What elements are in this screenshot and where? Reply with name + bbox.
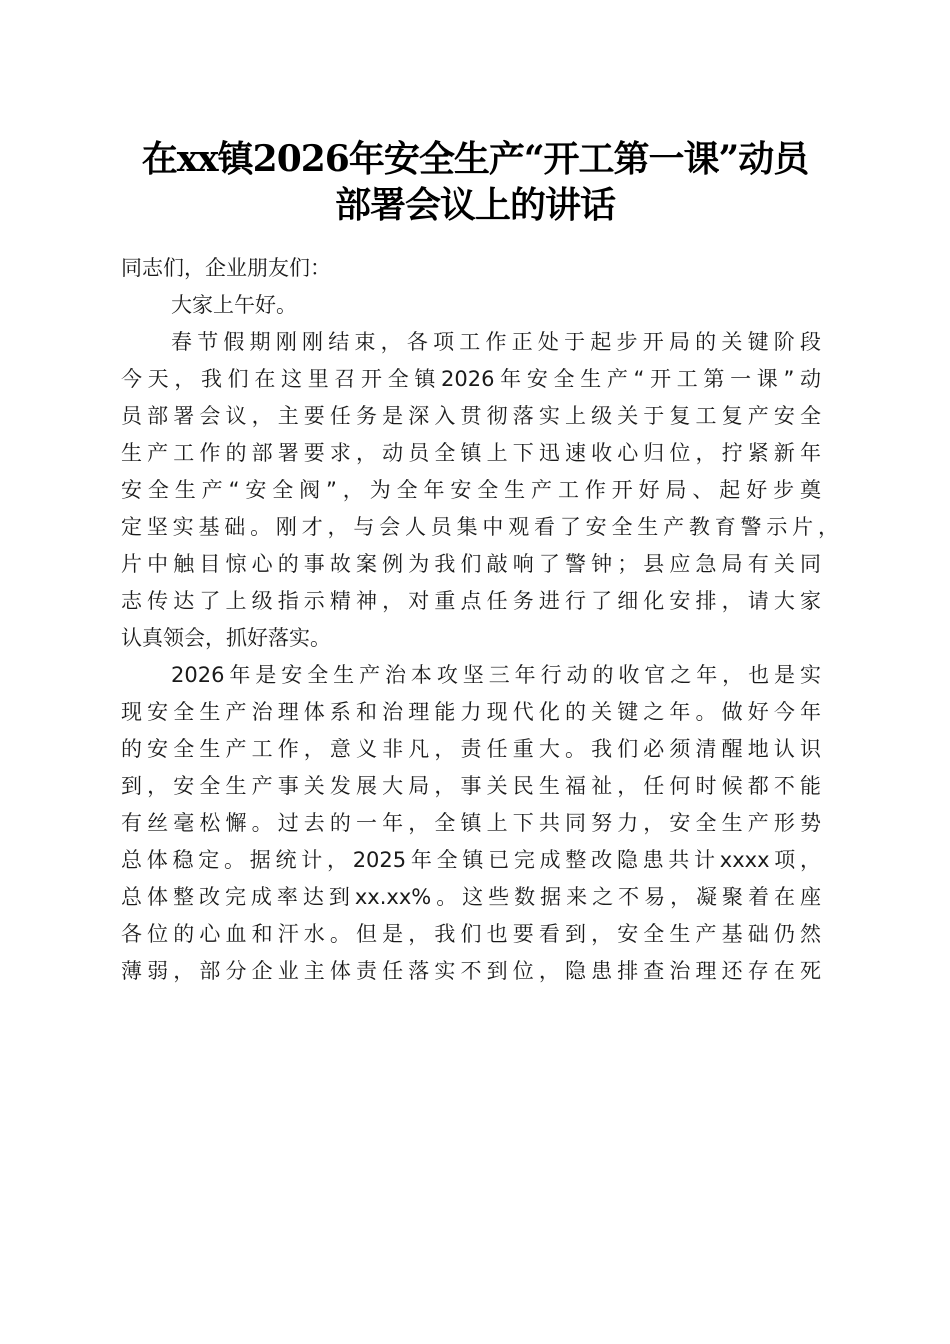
paragraph-1-line-5: 安全生产“安全阀”，为全年安全生产工作开好局、起好步奠: [121, 478, 821, 502]
salutation: 同志们，企业朋友们：: [121, 256, 331, 280]
paragraph-2-line-3: 的安全生产工作，意义非凡，责任重大。我们必须清醒地认识: [121, 737, 821, 761]
paragraph-1-line-7: 片中触目惊心的事故案例为我们敲响了警钟；县应急局有关同: [121, 552, 821, 576]
paragraph-2-line-7: 总体整改完成率达到xx.xx%。这些数据来之不易，凝聚着在座: [121, 885, 821, 909]
paragraph-1-line-1: 春节假期刚刚结束，各项工作正处于起步开局的关键阶段: [171, 330, 821, 354]
paragraph-2-line-4: 到，安全生产事关发展大局，事关民生福祉，任何时候都不能: [121, 774, 821, 798]
paragraph-2-line-9: 薄弱，部分企业主体责任落实不到位，隐患排查治理还存在死: [121, 959, 821, 983]
document-title-line-1: 在xx镇2026年安全生产“开工第一课”动员: [141, 138, 809, 180]
paragraph-2-line-6: 总体稳定。据统计，2025年全镇已完成整改隐患共计xxxx项，: [121, 848, 821, 872]
paragraph-2-line-5: 有丝毫松懈。过去的一年，全镇上下共同努力，安全生产形势: [121, 811, 821, 835]
paragraph-1-line-6: 定坚实基础。刚才，与会人员集中观看了安全生产教育警示片，: [121, 515, 839, 539]
paragraph-1-line-3: 员部署会议，主要任务是深入贯彻落实上级关于复工复产安全: [121, 404, 821, 428]
paragraph-1-line-4: 生产工作的部署要求，动员全镇上下迅速收心归位，拧紧新年: [121, 441, 821, 465]
paragraph-2-line-8: 各位的心血和汗水。但是，我们也要看到，安全生产基础仍然: [121, 922, 821, 946]
paragraph-1-line-8: 志传达了上级指示精神，对重点任务进行了细化安排，请大家: [121, 589, 821, 613]
greeting: 大家上午好。: [171, 293, 297, 317]
paragraph-1-line-2: 今天，我们在这里召开全镇2026年安全生产“开工第一课”动: [121, 367, 821, 391]
paragraph-2-line-1: 2026年是安全生产治本攻坚三年行动的收官之年，也是实: [171, 663, 821, 687]
paragraph-1-line-9: 认真领会，抓好落实。: [121, 626, 331, 650]
document-title-line-2: 部署会议上的讲话: [334, 184, 615, 226]
paragraph-2-line-2: 现安全生产治理体系和治理能力现代化的关键之年。做好今年: [121, 700, 821, 724]
